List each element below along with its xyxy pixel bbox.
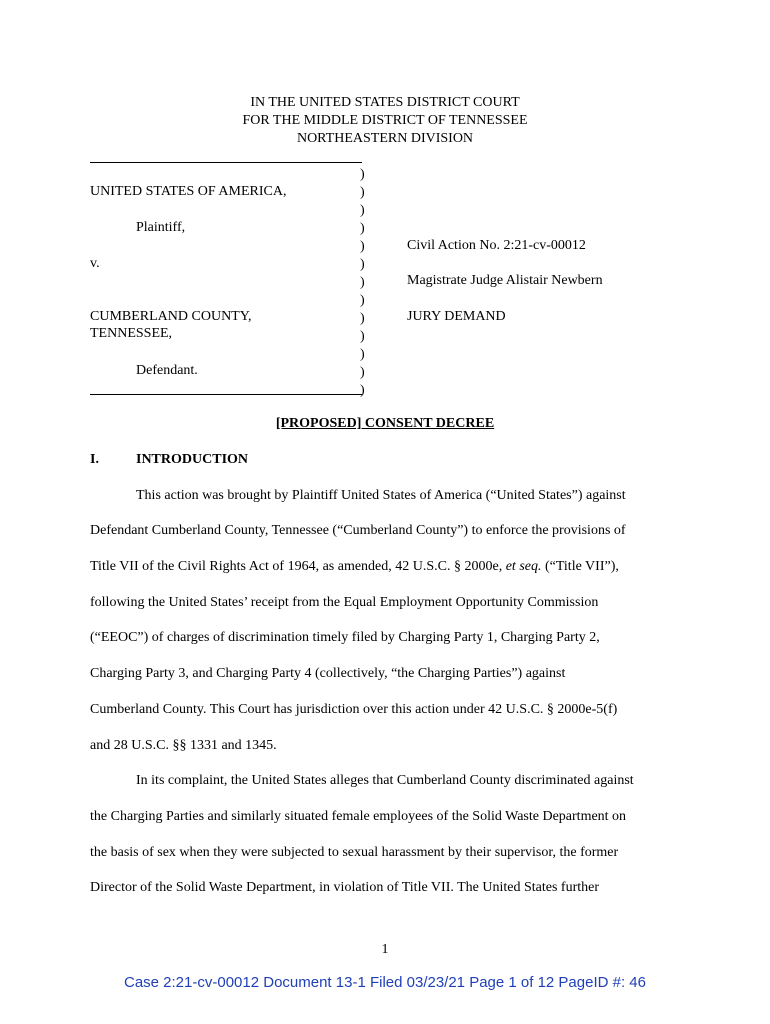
caption-paren: ): [360, 167, 365, 182]
magistrate-judge: Magistrate Judge Alistair Newbern: [407, 273, 603, 288]
body-line: This action was brought by Plaintiff United States of America (“United States”) against: [136, 488, 626, 503]
caption-paren: ): [360, 257, 365, 272]
versus: v.: [90, 256, 100, 271]
caption-paren: ): [360, 329, 365, 344]
defendant-role: Defendant.: [136, 363, 198, 378]
body-line: Defendant Cumberland County, Tennessee (“Cumberland County”) to enforce the provisions of: [90, 523, 626, 538]
defendant-name-line-1: CUMBERLAND COUNTY,: [90, 309, 252, 324]
civil-action-number: Civil Action No. 2:21-cv-00012: [407, 238, 586, 253]
court-name-line-2: FOR THE MIDDLE DISTRICT OF TENNESSEE: [242, 113, 528, 128]
caption-paren: ): [360, 365, 365, 380]
jury-demand: JURY DEMAND: [407, 309, 506, 324]
body-line: Director of the Solid Waste Department, in violation of Title VII. The United States further: [90, 880, 600, 895]
body-line: and 28 U.S.C. §§ 1331 and 1345.: [90, 738, 277, 753]
section-number: I.: [90, 452, 99, 467]
caption-paren: ): [360, 275, 365, 290]
body-line: following the United States’ receipt from the Equal Employment Opportunity Commission: [90, 595, 599, 610]
caption-paren: ): [360, 311, 365, 326]
caption-paren: ): [360, 383, 365, 398]
defendant-name-line-2: TENNESSEE,: [90, 326, 173, 341]
caption-top-rule: [90, 162, 362, 163]
plaintiff-role: Plaintiff,: [136, 220, 186, 235]
body-line: Charging Party 3, and Charging Party 4 (collectively, “the Charging Parties”) against: [90, 666, 566, 681]
plaintiff-name: UNITED STATES OF AMERICA,: [90, 184, 287, 199]
body-line: the basis of sex when they were subjected to sexual harassment by their supervisor, the former: [90, 845, 619, 860]
body-line: the Charging Parties and similarly situated female employees of the Solid Waste Department on: [90, 809, 627, 824]
body-line: Cumberland County. This Court has jurisdiction over this action under 42 U.S.C. § 2000e-5(f): [90, 702, 618, 717]
caption-paren: ): [360, 293, 365, 308]
caption-paren: ): [360, 239, 365, 254]
caption-paren: ): [360, 347, 365, 362]
document-title: [PROPOSED] CONSENT DECREE: [275, 416, 495, 431]
body-line: (“EEOC”) of charges of discrimination timely filed by Charging Party 1, Charging Party 2,: [90, 630, 600, 645]
caption-paren: ): [360, 221, 365, 236]
body-line: In its complaint, the United States alleges that Cumberland County discriminated against: [136, 773, 634, 788]
case-filing-footer: Case 2:21-cv-00012 Document 13-1 Filed 03/23/21 Page 1 of 12 PageID #: 46: [123, 974, 646, 991]
caption-paren: ): [360, 203, 365, 218]
section-title: INTRODUCTION: [136, 452, 249, 467]
caption-paren: ): [360, 185, 365, 200]
court-name-line-1: IN THE UNITED STATES DISTRICT COURT: [250, 95, 520, 110]
caption-bottom-rule: [90, 394, 362, 395]
court-division: NORTHEASTERN DIVISION: [296, 131, 474, 146]
body-line: Title VII of the Civil Rights Act of 1964, as amended, 42 U.S.C. § 2000e, et seq. (“Title VII”),: [90, 559, 619, 574]
page-number: 1: [381, 942, 389, 957]
